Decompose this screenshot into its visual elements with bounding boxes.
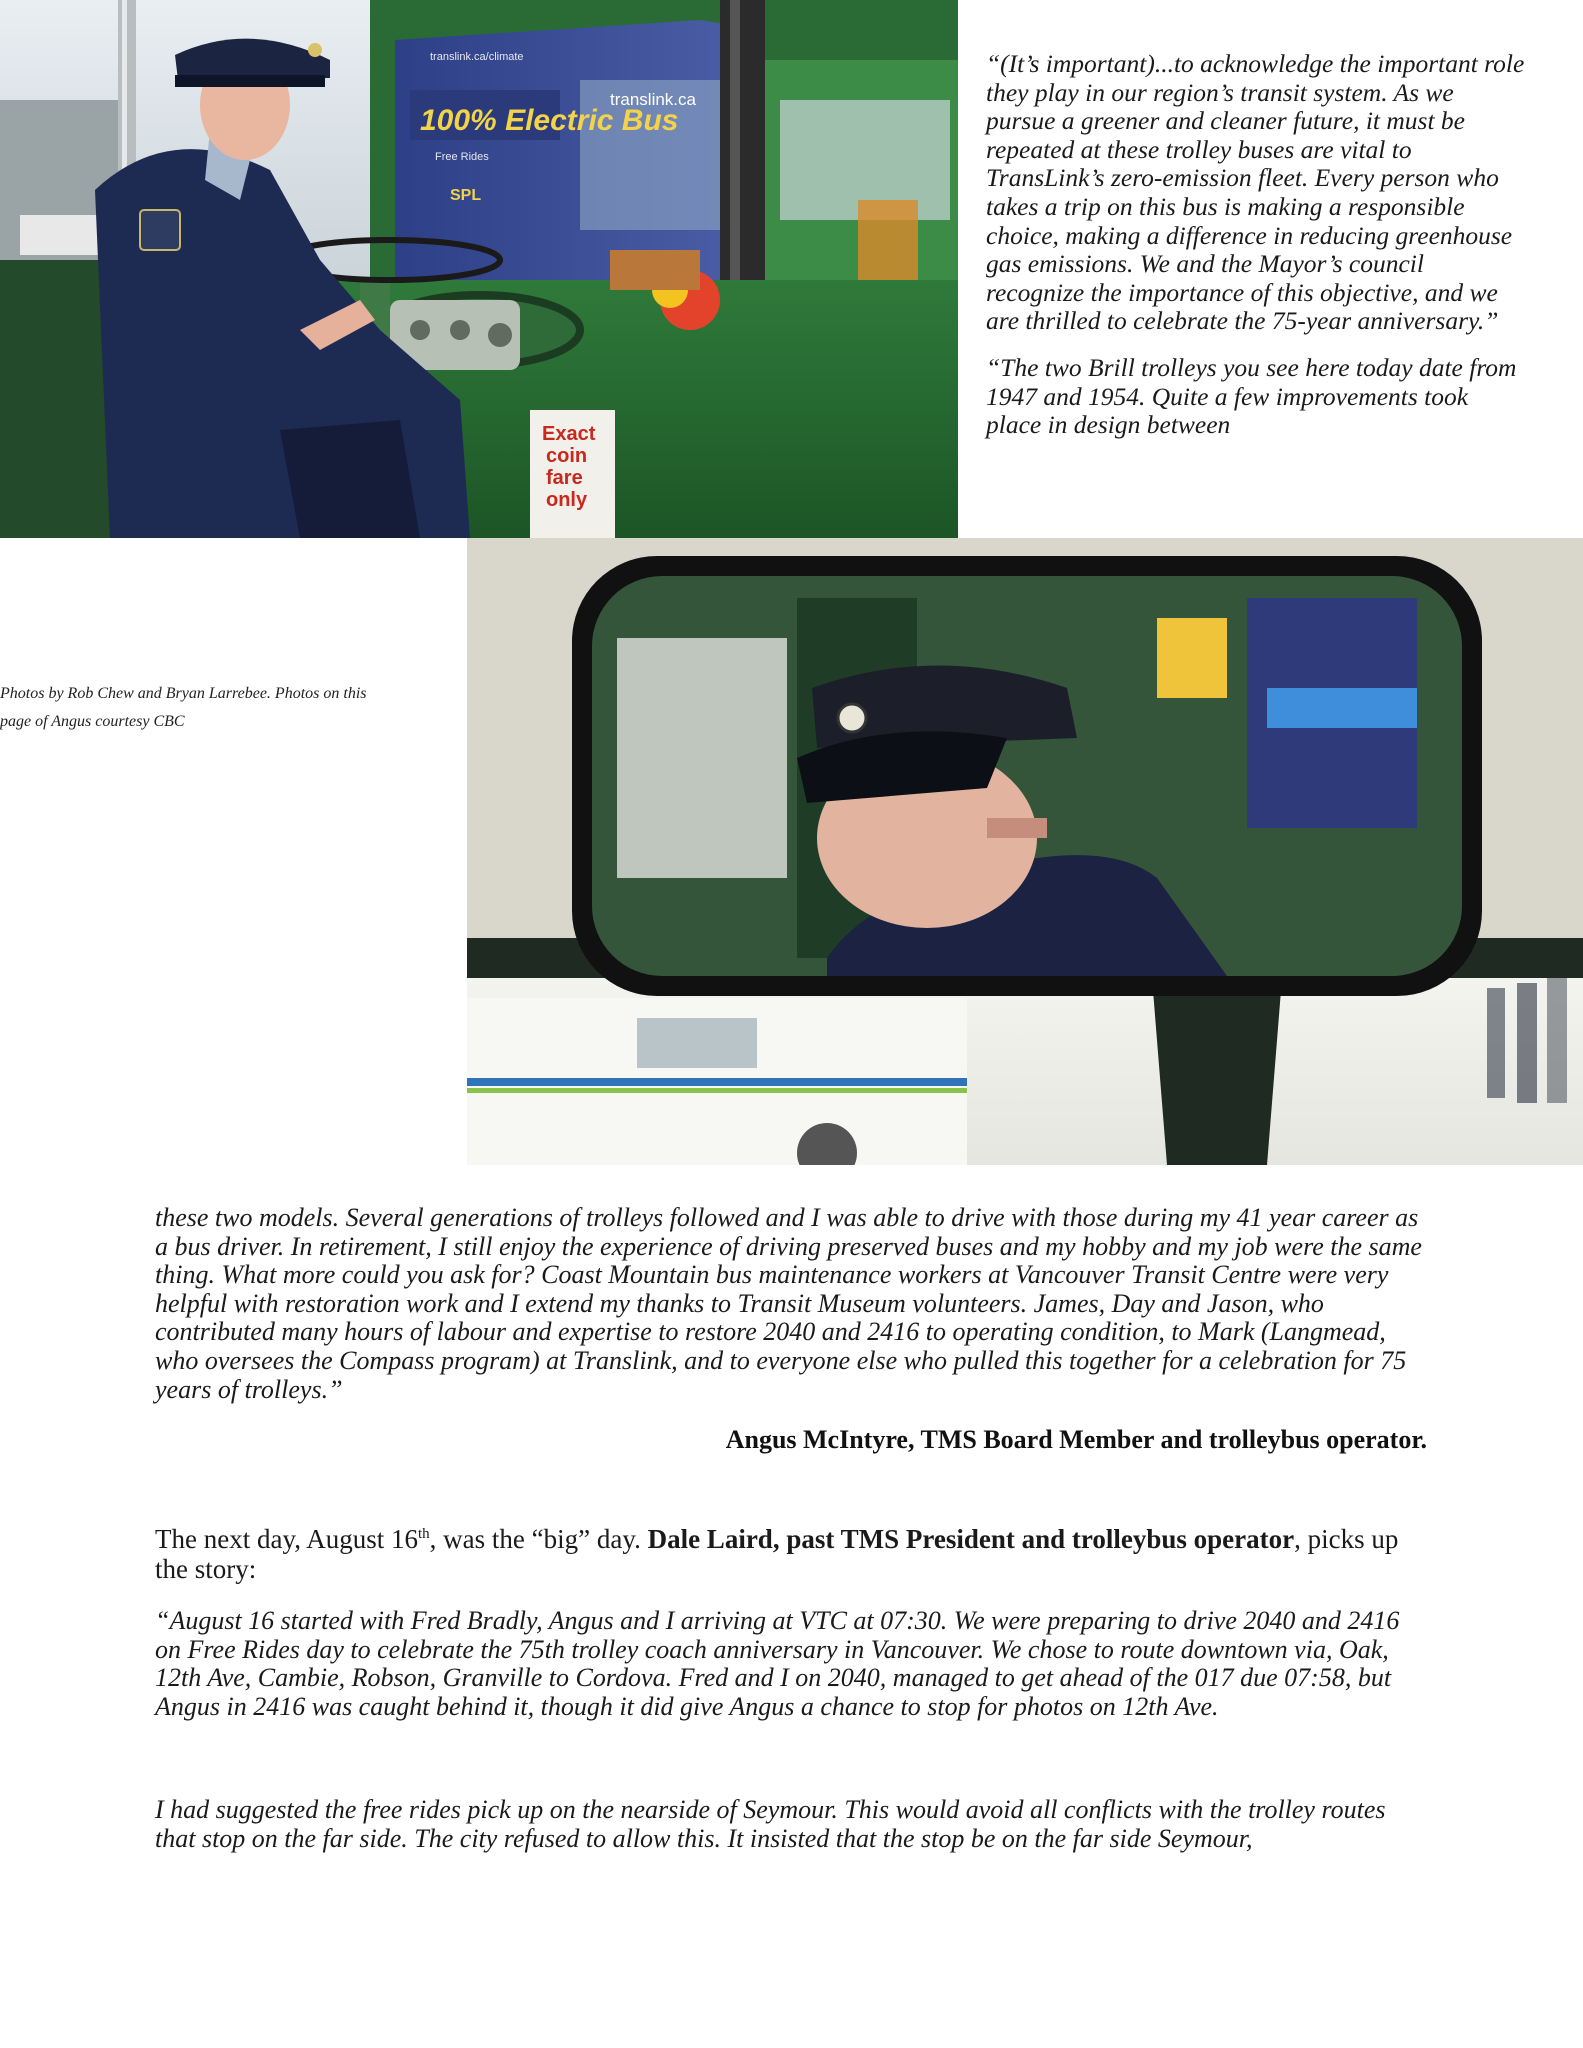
- fare-sign-line3: fare: [546, 467, 583, 489]
- quote-paragraph-1: “(It’s important)...to acknowledge the important role they play in our region’s transit system. As we pursue a greener and cleaner future, it must be repeated at these trolley buses are vital to TransLink’s zero-emission fleet. Every person who takes a trip on this bus is making a responsible choice, making a difference in reducing greenhouse gas emissions. We and the Mayor’s council recognize the importance of this objective, and we are thrilled to celebrate the 75-year anniversary.”: [986, 49, 1525, 336]
- bus-web-text: translink.ca/climate: [430, 51, 524, 63]
- bus-sub-text: Free Rides: [435, 151, 489, 163]
- continued-quote-block: [155, 1204, 1430, 1404]
- quote-paragraph-2: “The two Brill trolleys you see here today date from 1947 and 1954. Quite a few improvements took place in design between: [986, 352, 1517, 440]
- bus-spl-text: SPL: [450, 187, 482, 204]
- photo-credit-caption: Photos by Rob Chew and Bryan Larrebee. Photos on this page of Angus courtesy CBC: [0, 685, 367, 730]
- laird-quote-block: [155, 1607, 1430, 1721]
- laird-quote-paragraph: “August 16 started with Fred Bradly, Angus and I arriving at VTC at 07:30. We were preparing to drive 2040 and 2416 on Free Rides day to celebrate the 75th trolley coach anniversary in Vancouver. We chose to route downtown via, Oak, 12th Ave, Cambie, Robson, Granville to Cordova. Fred and I on 2040, managed to get ahead of the 017 due 07:58, but Angus in 2416 was caught behind it, though it did give Angus a chance to stop for photos on 12th Ave.: [155, 1606, 1400, 1721]
- continued-quote-paragraph: these two models. Several generations of trolleys followed and I was able to drive with those during my 41 year career as a bus driver. In retirement, I still enjoy the experience of driving preserved buses and my hobby and my job were the same thing. What more could you ask for? Coast Mountain bus maintenance workers at Vancouver Transit Centre were very helpful with restoration work and I extend my thanks to Transit Museum volunteers. James, Day and Jason, who contributed many hours of labour and expertise to restore 2040 and 2416 to operating condition, to Mark (Langmead, who oversees the Compass program) at Translink, and to everyone else who pulled this together for a celebration for 75 years of trolleys.”: [155, 1203, 1422, 1404]
- photo-rearview-mirror: [467, 538, 1583, 1165]
- bus-brand-text: translink.ca: [610, 90, 696, 109]
- fare-sign-line2: coin: [546, 445, 588, 467]
- next-day-text-3: , picks up the story:: [155, 1524, 1399, 1584]
- next-day-text-1: The next day, August 16: [155, 1524, 418, 1554]
- nearside-paragraph: I had suggested the free rides pick up on the nearside of Seymour. This would avoid all conflicts with the trolley routes that stop on the far side. The city refused to allow this. It insisted that the stop be on the far side Seymour,: [155, 1795, 1386, 1853]
- quote-attribution: Angus McIntyre, TMS Board Member and trolleybus operator.: [725, 1425, 1427, 1454]
- fare-sign-line4: only: [546, 489, 588, 511]
- next-day-superscript: th: [417, 1526, 430, 1542]
- bus-sign-text: 100% Electric Bus: [420, 104, 679, 137]
- quote-column: [986, 50, 1526, 458]
- fare-sign-line1: Exact: [542, 423, 596, 445]
- next-day-bold-name: Dale Laird, past TMS President and trolleybus operator: [647, 1524, 1295, 1554]
- next-day-intro: [155, 1524, 1430, 1584]
- photo-driver-cab: [0, 0, 958, 538]
- next-day-text-2: , was the “big” day.: [429, 1524, 648, 1554]
- nearside-block: [155, 1796, 1430, 1853]
